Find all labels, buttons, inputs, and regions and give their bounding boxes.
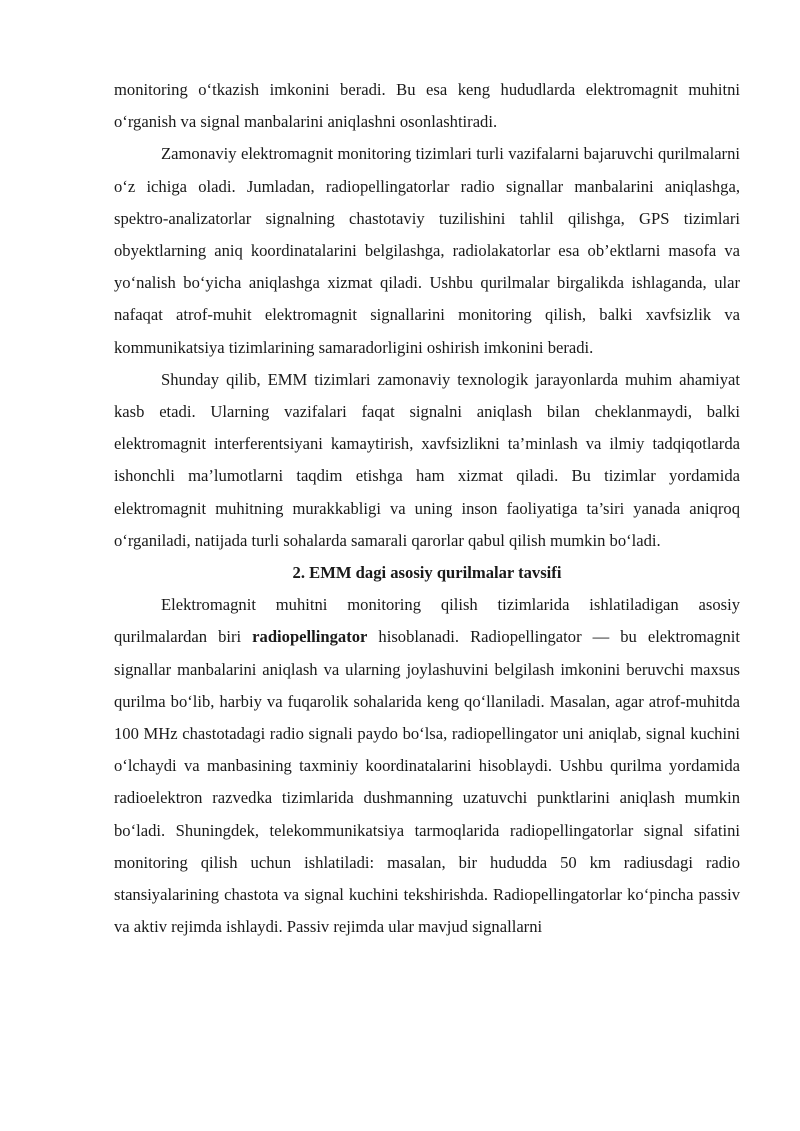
section-heading: 2. EMM dagi asosiy qurilmalar tavsifi [292,563,562,583]
paragraph-conclusion: Shunday qilib, EMM tizimlari zamonaviy texnologik jarayonlarda muhim ahamiyat kasb etadi. Ularning vazifalari faqat signalni aniqlash bilan cheklanmaydi, balki elektromagnit interferentsiyani kamaytirish, xavfsizlikni ta’minlash va ilmiy tadqiqotlarda ishonchli ma’lumotlarni taqdim etishga ham xizmat qiladi. Bu tizimlar yordamida elektromagnit muhitning murakkabligi va uning inson faoliyatiga ta’siri yanada aniqroq o‘rganiladi, natijada turli sohalarda samarali qarorlar qabul qilish mumkin bo‘ladi. [114,369,740,550]
paragraph-text-start: Elektromagnit muhitni monitoring qilish tizimlarida ishlatiladigan asosiy qurilmalardan biri [114,595,740,647]
paragraph-text-rest: hisoblanadi. Radiopellingator — bu elektromagnit signallar manbalarini aniqlash va ularning joylashuvini belgilash imkonini beruvchi maxsus qurilma bo‘lib, harbiy va fuqarolik sohalarida keng qo‘llaniladi. Masalan, agar atrof-muhitda 100 MHz chastotadagi radio signali paydo bo‘lsa, radiopellingator uni aniqlab, signal kuchini o‘lchaydi va manbasining taxminiy koordinatalarini hisoblaydi. Ushbu qurilma yordamida radioelektron razvedka tizimlarida dushmanning uzatuvchi punktlarini aniqlash mumkin bo‘ladi. Shuningdek, telekommunikatsiya tarmoqlarida radiopellingatorlar signal sifatini monitoring qilish uchun ishlatiladi: masalan, bir hududda 50 km radiusdagi radio stansiyalarining chastota va signal kuchini tekshirishda. Radiopellingatorlar ko‘pincha passiv va aktiv rejimda ishlaydi. Passiv rejimda ular mavjud signallarni [114,627,740,937]
paragraph-modern-systems: Zamonaviy elektromagnit monitoring tizimlari turli vazifalarni bajaruvchi qurilmalarni o‘z ichiga oladi. Jumladan, radiopellingatorlar radio signallar manbalarini aniqlashga, spektro-analizatorlar signalning chastotaviy tuzilishini tahlil qilishga, GPS tizimlari obyektlarning aniq koordinatalarini belgilashga, radiolakatorlar esa ob’ektlarni masofa va yo‘nalish bo‘yicha aniqlashga xizmat qiladi. Ushbu qurilmalar birgalikda ishlaganda, ular nafaqat atrof-muhit elektromagnit signallarini monitoring qilish, balki xavfsizlik va kommunikatsiya tizimlarining samaradorligini oshirish imkonini beradi. [114,144,740,357]
paragraph-radiopellingator [114,589,740,943]
paragraph-continuation: monitoring o‘tkazish imkonini beradi. Bu esa keng hududlarda elektromagnit muhitni o‘rganish va signal manbalarini aniqlashni osonlashtiradi. [114,80,740,132]
bold-term: radiopellingator [252,627,368,647]
